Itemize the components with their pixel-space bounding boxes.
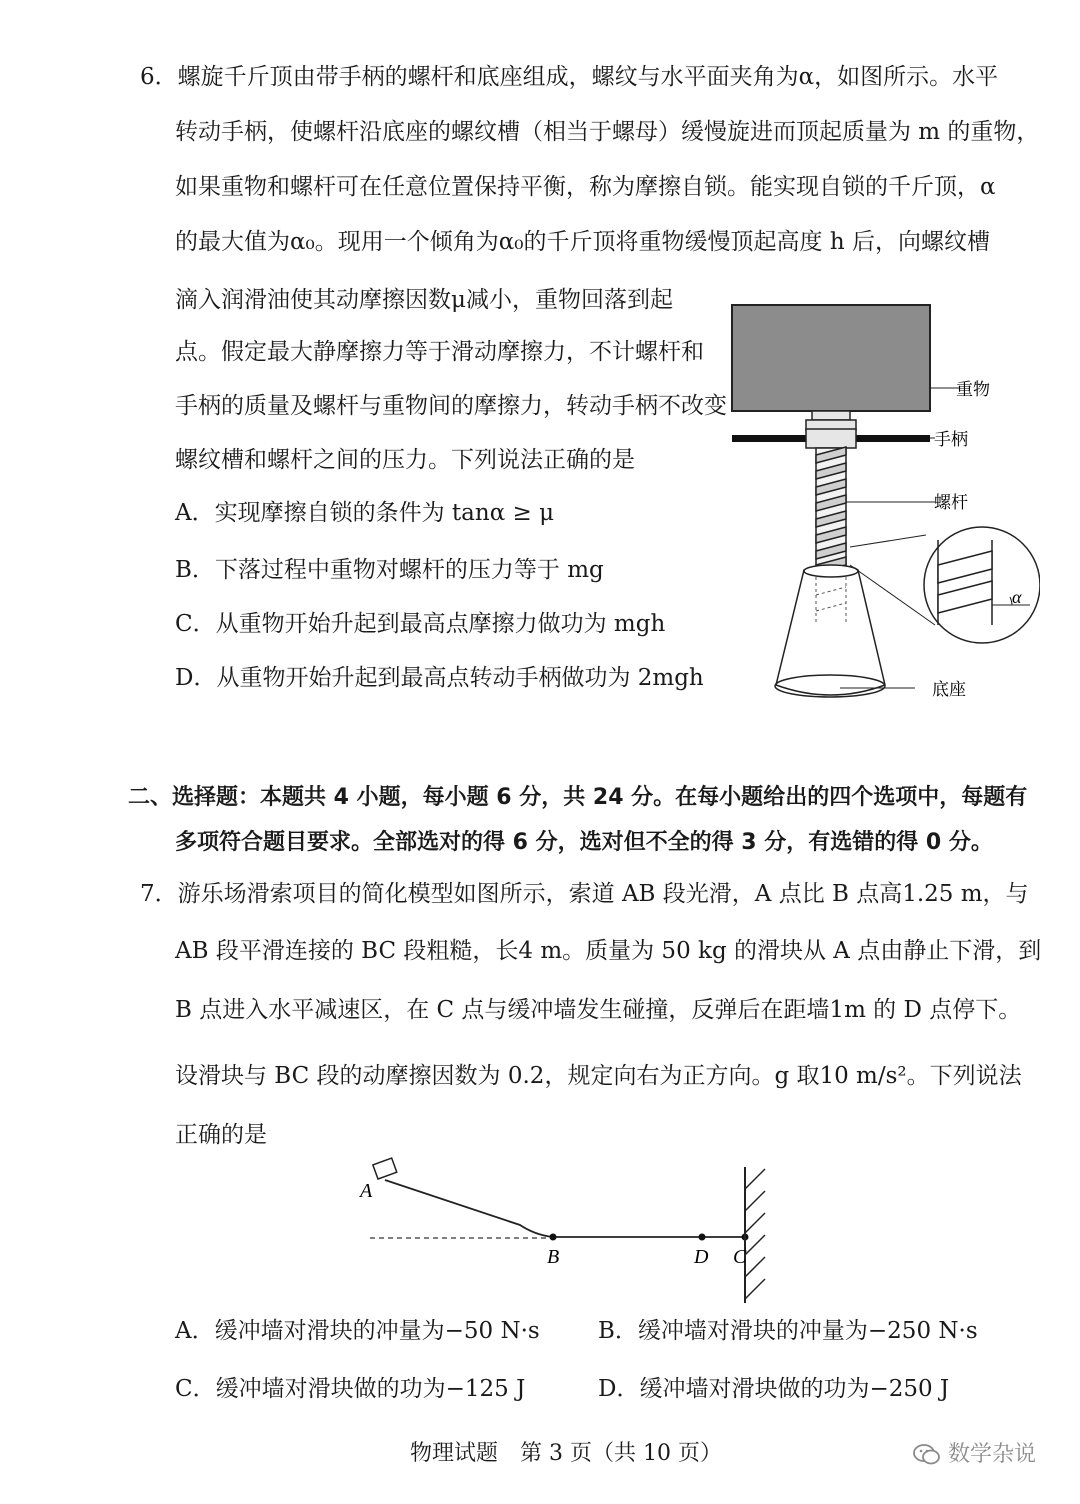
section2-line-1: 二、选择题：本题共 4 小题，每小题 6 分，共 24 分。在每小题给出的四个选项中，每题有 (128, 785, 1028, 810)
label-weight: 重物 (956, 380, 990, 400)
slider-block (373, 1158, 397, 1179)
alpha-label: α (1012, 587, 1022, 607)
q6-line-5: 滴入润滑油使其动摩擦因数μ减小，重物回落到起 (175, 287, 673, 313)
q6-option-c: C．从重物开始升起到最高点摩擦力做功为 mgh (175, 611, 666, 637)
q6-option-d: D．从重物开始升起到最高点转动手柄做功为 2mgh (175, 665, 704, 691)
q6-option-a: A．实现摩擦自锁的条件为 tanα ≥ μ (175, 500, 555, 526)
track-ab (385, 1180, 553, 1237)
q6-line-8: 螺纹槽和螺杆之间的压力。下列说法正确的是 (175, 447, 635, 473)
q7-line-4: 设滑块与 BC 段的动摩擦因数为 0.2，规定向右为正方向。g 取10 m/s²。下列说法 (175, 1063, 1022, 1089)
q6-line-3: 如果重物和螺杆可在任意位置保持平衡，称为摩擦自锁。能实现自锁的千斤顶，α (175, 174, 996, 200)
point-c-label: C (733, 1246, 747, 1268)
q7-option-a: A．缓冲墙对滑块的冲量为−50 N·s (175, 1318, 540, 1344)
point-a-label: A (360, 1180, 373, 1202)
q7-line-1: 7．游乐场滑索项目的简化模型如图所示，索道 AB 段光滑，A 点比 B 点高1.25 m，与 (140, 881, 1029, 907)
q7-line-5: 正确的是 (175, 1122, 267, 1148)
q6-line-7: 手柄的质量及螺杆与重物间的摩擦力，转动手柄不改变 (175, 393, 727, 419)
watermark-text: 数学杂说 (948, 1442, 1037, 1467)
section2-line-2: 多项符合题目要求。全部选对的得 6 分，选对但不全的得 3 分，有选错的得 0 分。 (175, 830, 993, 855)
q7-option-b: B．缓冲墙对滑块的冲量为−250 N·s (598, 1318, 978, 1344)
q6-option-b: B．下落过程中重物对螺杆的压力等于 mg (175, 557, 604, 583)
wechat-icon (912, 1442, 942, 1468)
label-handle: 手柄 (934, 430, 968, 450)
watermark (912, 1440, 1036, 1470)
q6-line-6: 点。假定最大静摩擦力等于滑动摩擦力，不计螺杆和 (175, 339, 704, 365)
point-d-label: D (694, 1246, 709, 1268)
point-b-label: B (547, 1246, 560, 1268)
q7-line-3: B 点进入水平减速区，在 C 点与缓冲墙发生碰撞，反弹后在距墙1m 的 D 点停下。 (175, 997, 1022, 1023)
q7-option-c: C．缓冲墙对滑块做的功为−125 J (175, 1376, 526, 1402)
label-screw: 螺杆 (934, 493, 968, 513)
q7-option-d: D．缓冲墙对滑块做的功为−250 J (598, 1376, 950, 1402)
q6-line-4: 的最大值为α₀。现用一个倾角为α₀的千斤顶将重物缓慢顶起高度 h 后，向螺纹槽 (175, 229, 990, 255)
q6-line-1: 6．螺旋千斤顶由带手柄的螺杆和底座组成，螺纹与水平面夹角为α，如图所示。水平 (140, 64, 999, 90)
screw-jack-figure (720, 295, 1040, 715)
q6-line-2: 转动手柄，使螺杆沿底座的螺纹槽（相当于螺母）缓慢旋进而顶起质量为 m 的重物， (175, 119, 1040, 145)
q7-line-2: AB 段平滑连接的 BC 段粗糙，长4 m。质量为 50 kg 的滑块从 A 点由静止下滑，到 (175, 938, 1042, 964)
page-footer: 物理试题 第 3 页（共 10 页） (410, 1441, 722, 1466)
weight-block (732, 305, 930, 411)
label-base: 底座 (932, 680, 966, 700)
zipline-figure (355, 1155, 785, 1305)
